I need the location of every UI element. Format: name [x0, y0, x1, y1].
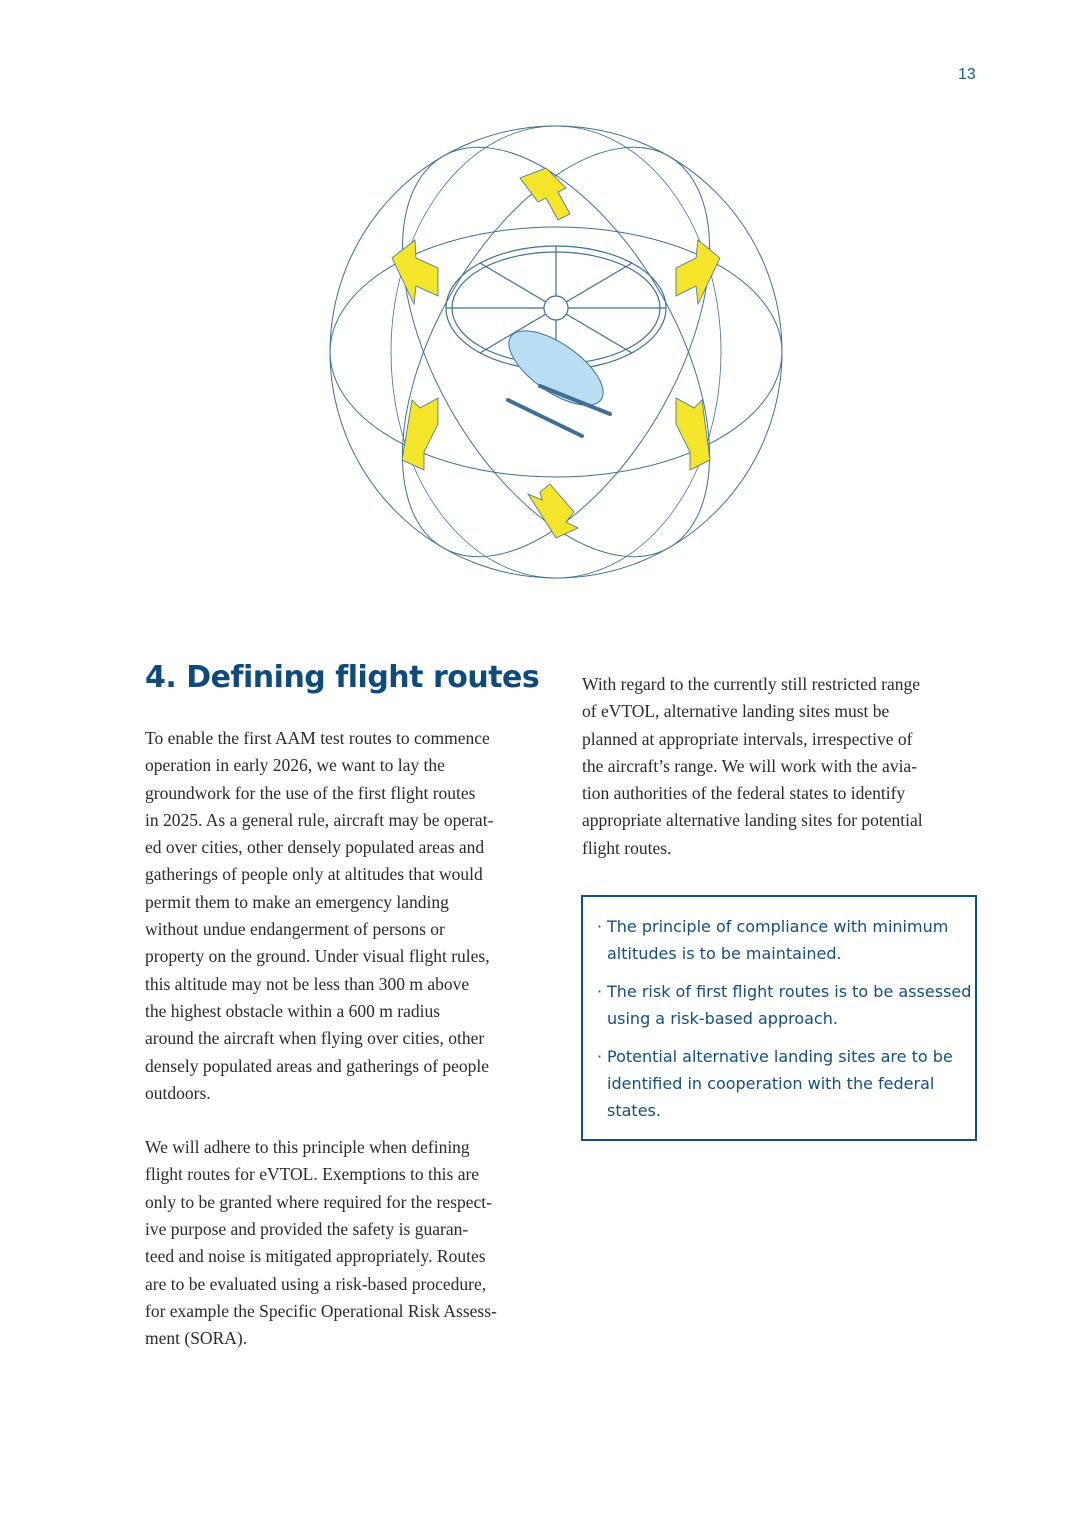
bullet-item — [597, 1043, 961, 1124]
text-line: flight routes. — [582, 837, 672, 858]
text-line: without undue endangerment of persons or — [145, 919, 445, 940]
text-line: around the aircraft when flying over cities, other — [145, 1028, 485, 1049]
text-line: With regard to the currently still restricted range — [582, 674, 920, 694]
bullet-text: using a risk-based approach. — [607, 1009, 838, 1028]
text-line: property on the ground. Under visual flight rules, — [145, 946, 490, 967]
section-heading: 4. Defining flight routes — [145, 660, 540, 695]
text-line: ed over cities, other densely populated areas and — [145, 837, 485, 858]
bullet-dot-icon: · — [597, 1047, 603, 1066]
text-line: ment (SORA). — [145, 1328, 248, 1349]
bullet-dot-icon: · — [597, 982, 603, 1001]
text-line: only to be granted where required for the respect- — [145, 1191, 492, 1212]
text-line: are to be evaluated using a risk-based procedure, — [145, 1273, 487, 1294]
text-line: permit them to make an emergency landing — [145, 891, 449, 912]
text-line: To enable the first AAM test routes to commence — [145, 728, 490, 748]
text-line: in 2025. As a general rule, aircraft may be operat- — [145, 809, 494, 830]
text-line: densely populated areas and gatherings of people — [145, 1055, 490, 1076]
text-line: tion authorities of the federal states to identify — [582, 783, 906, 804]
right-column-text — [582, 671, 923, 889]
bullet-text: The risk of first flight routes is to be assessed — [607, 982, 972, 1001]
text-line: the aircraft’s range. We will work with the avia- — [582, 755, 918, 776]
text-line: gatherings of people only at altitudes that would — [145, 864, 483, 885]
key-points-box — [581, 895, 977, 1141]
arrow-down-icon — [528, 484, 578, 538]
page-number: 13 — [958, 66, 976, 83]
text-line: outdoors. — [145, 1082, 211, 1103]
paragraph — [145, 1134, 497, 1352]
paragraph — [145, 725, 497, 1107]
text-line: ive purpose and provided the safety is guaran- — [145, 1219, 469, 1240]
text-line: groundwork for the use of the first flight routes — [145, 782, 476, 803]
bullet-text: Potential alternative landing sites are to be — [607, 1047, 953, 1066]
text-line: We will adhere to this principle when defining — [145, 1137, 470, 1158]
text-line: for example the Specific Operational Risk Assess- — [145, 1300, 497, 1321]
text-line: flight routes for eVTOL. Exemptions to this are — [145, 1164, 480, 1185]
arrow-left-icon — [392, 240, 438, 304]
bullet-text: states. — [607, 1101, 661, 1120]
text-line: this altitude may not be less than 300 m above — [145, 973, 470, 994]
bullet-text: identified in cooperation with the federal — [607, 1074, 935, 1093]
text-line: the highest obstacle within a 600 m radius — [145, 1000, 441, 1021]
bullet-text: The principle of compliance with minimum — [607, 917, 949, 936]
bullet-item — [597, 978, 972, 1032]
left-column-text — [145, 725, 497, 1380]
evtol-illustration — [320, 118, 792, 590]
arrow-up-icon — [520, 168, 570, 220]
arrow-right-icon — [676, 240, 720, 304]
text-line: planned at appropriate intervals, irrespective of — [582, 728, 913, 749]
text-line: appropriate alternative landing sites for potential — [582, 810, 923, 831]
paragraph — [582, 671, 923, 862]
bullet-item — [597, 913, 961, 967]
text-line: teed and noise is mitigated appropriately. Routes — [145, 1246, 486, 1267]
text-line: of eVTOL, alternative landing sites must be — [582, 701, 890, 722]
bullet-dot-icon: · — [597, 917, 603, 936]
bullet-text: altitudes is to be maintained. — [607, 944, 842, 963]
text-line: operation in early 2026, we want to lay the — [145, 755, 445, 776]
